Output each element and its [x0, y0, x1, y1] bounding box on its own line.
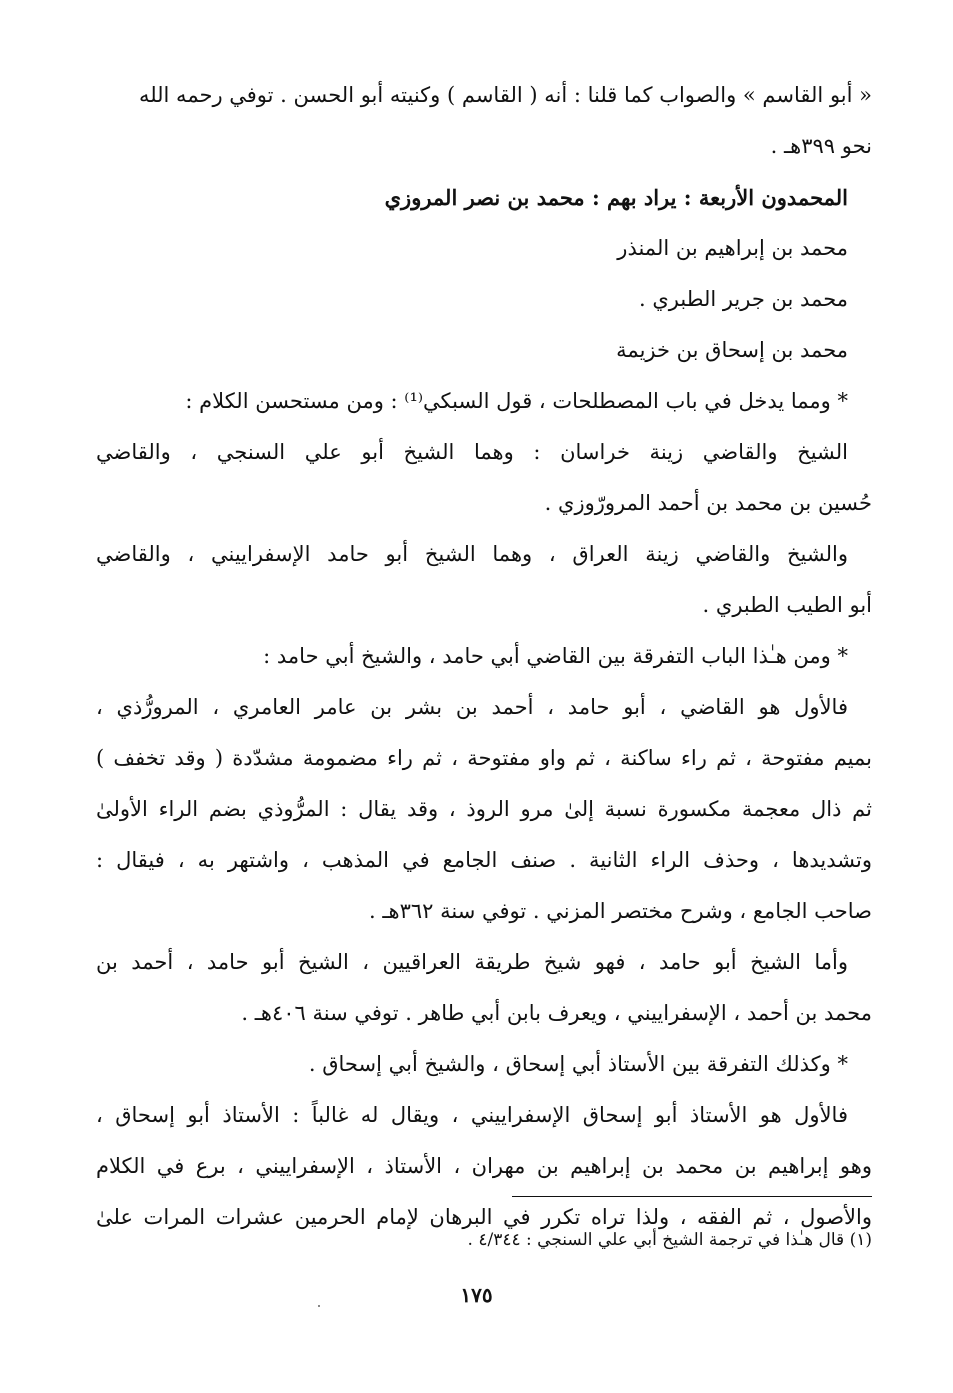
text-line: محمد بن إبراهيم بن المنذر — [617, 236, 848, 260]
text-line: والأصول ، ثم الفقه ، ولذا تراه تكرر في البرهان لإمام الحرمين عشرات المرات علىٰ — [96, 1205, 872, 1229]
footnote: (١) قال هـٰذا في ترجمة الشيخ أبي علي السنجي : ٤/٣٤٤ . — [467, 1230, 872, 1250]
text-line: والشيخ والقاضي زينة العراق ، وهما الشيخ أبو حامد الإسفراييني ، والقاضي — [96, 542, 848, 566]
text-line: فالأول هو الأستاذ أبو إسحاق الإسفراييني ، ويقال له غالباً : الأستاذ أبو إسحاق ، — [96, 1103, 848, 1127]
text-line: ثم ذال معجمة مكسورة نسبة إلىٰ مرو الروذ ، وقد يقال : المرُّوذي بضم الراء الأولىٰ — [96, 797, 872, 821]
text-line: « أبو القاسم » والصواب كما قلنا : أنه ( القاسم ) وكنيته أبو الحسن . توفي رحمه الله — [138, 83, 872, 107]
text-line: محمد بن إسحاق بن خزيمة — [616, 338, 848, 362]
text-line: أبو الطيب الطبري . — [702, 593, 872, 617]
text-line: * ومما يدخل في باب المصطلحات ، قول السبكي⁽¹⁾ : ومن مستحسن الكلام : — [185, 389, 848, 413]
text-line: الشيخ والقاضي زينة خراسان : وهما الشيخ أبو علي السنجي ، والقاضي — [96, 440, 848, 464]
footnote-divider — [512, 1196, 872, 1197]
text-line: حُسين بن محمد بن أحمد المرورّوزي . — [544, 491, 872, 515]
text-line: صاحب الجامع ، وشرح مختصر المزني . توفي سنة ٣٦٢هـ . — [369, 899, 872, 923]
text-line: محمد بن جرير الطبري . — [639, 287, 848, 311]
text-line: نحو ٣٩٩هـ . — [770, 134, 872, 158]
text-line: وهو إبراهيم بن محمد بن إبراهيم بن مهران ، الأستاذ ، الإسفراييني ، برع في الكلام — [96, 1154, 872, 1178]
text-line: * ومن هـٰذا الباب التفرقة بين القاضي أبي حامد ، والشيخ أبي حامد : — [263, 644, 848, 668]
page-number: ١٧٥ — [460, 1283, 493, 1307]
page-body — [96, 70, 872, 1243]
text-line: * وكذلك التفرقة بين الأستاذ أبي إسحاق ، والشيخ أبي إسحاق . — [308, 1052, 848, 1076]
text-line: وتشديدها ، وحذف الراء الثانية . صنف الجامع في المذهب ، واشتهر به ، فيقال : — [96, 848, 872, 872]
scan-speck — [318, 1305, 320, 1307]
text-line: وأما الشيخ أبو حامد ، فهو شيخ طريقة العراقيين ، الشيخ أبو حامد ، أحمد بن — [96, 950, 848, 974]
text-line: بميم مفتوحة ، ثم راء ساكنة ، ثم واو مفتوحة ، ثم راء مضمومة مشدّدة ( وقد تخفف ) — [96, 746, 872, 770]
text-line: فالأول هو القاضي ، أبو حامد ، أحمد بن بشر بن عامر العامري ، المرورُّذي ، — [96, 695, 848, 719]
heading-line: المحمدون الأربعة : يراد بهم : محمد بن نصر المروزي — [384, 185, 848, 210]
text-line: محمد بن أحمد ، الإسفراييني ، ويعرف بابن أبي طاهر . توفي سنة ٤٠٦هـ . — [241, 1001, 872, 1025]
